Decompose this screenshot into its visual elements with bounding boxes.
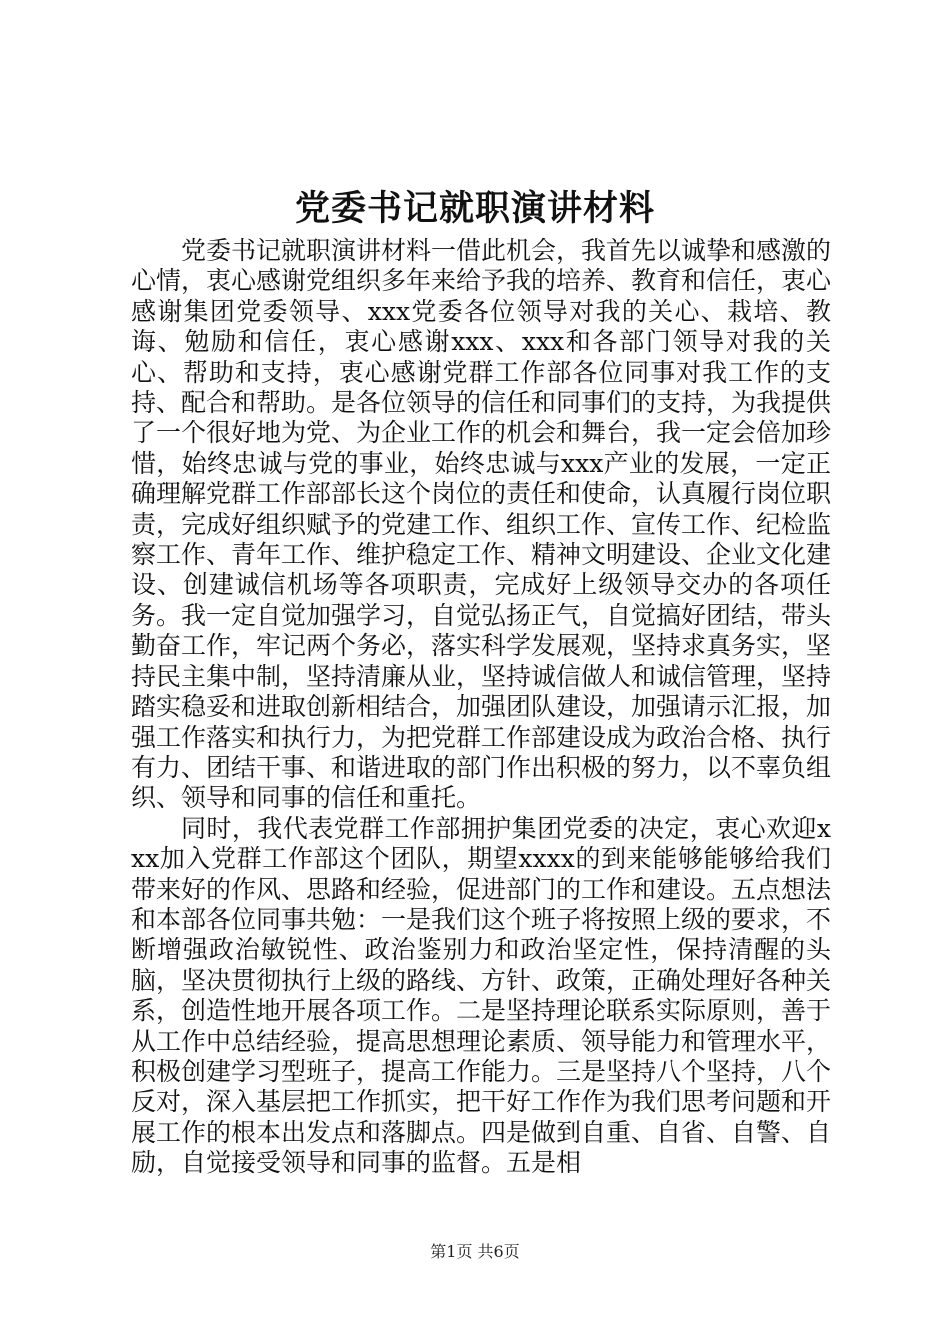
body-paragraph-1: 党委书记就职演讲材料一借此机会，我首先以诚挚和感激的心情，衷心感谢党组织多年来给予我的培养、教育和信任，衷心感谢集团党委领导、xxx党委各位领导对我的关心、栽培、教诲、勉励和信任，衷心感谢xxx、xxx和各部门领导对我的关心、帮助和支持，衷心感谢党群工作部各位同事对我工作的支持、配合和帮助。是各位领导的信任和同事们的支持，为我提供了一个很好地为党、为企业工作的机会和舞台，我一定会倍加珍惜，始终忠诚与党的事业，始终忠诚与xxx产业的发展，一定正确理解党群工作部部长这个岗位的责任和使命，认真履行岗位职责，完成好组织赋予的党建工作、组织工作、宣传工作、纪检监察工作、青年工作、维护稳定工作、精神文明建设、企业文化建设、创建诚信机场等各项职责，完成好上级领导交办的各项任务。我一定自觉加强学习，自觉弘扬正气，自觉搞好团结，带头勤奋工作，牢记两个务必，落实科学发展观，坚持求真务实，坚持民主集中制，坚持清廉从业，坚持诚信做人和诚信管理，坚持踏实稳妥和进取创新相结合，加强团队建设，加强请示汇报，加强工作落实和执行力，为把党群工作部建设成为政治合格、执行有力、团结干事、和谐进取的部门作出积极的努力，以不辜负组织、领导和同事的信任和重托。 [131,236,832,813]
document-title: 党委书记就职演讲材料 [294,188,655,229]
body-paragraph-2: 同时，我代表党群工作部拥护集团党委的决定，衷心欢迎xxx加入党群工作部这个团队，期望xxxx的到来能够能够给我们带来好的作风、思路和经验，促进部门的工作和建设。五点想法和本部各位同事共勉：一是我们这个班子将按照上级的要求，不断增强政治敏锐性、政治鉴别力和政治坚定性，保持清醒的头脑，坚决贯彻执行上级的路线、方针、政策，正确处理好各种关系，创造性地开展各项工作。二是坚持理论联系实际原则，善于从工作中总结经验，提高思想理论素质、领导能力和管理水平，积极创建学习型班子，提高工作能力。三是坚持八个坚持，八个反对，深入基层把工作抓实，把干好工作作为我们思考问题和开展工作的根本出发点和落脚点。四是做到自重、自省、自警、自励，自觉接受领导和同事的监督。五是相 [131,813,832,1178]
page-number-footer: 第1页 共6页 [430,1242,520,1261]
document-body [131,236,831,1179]
